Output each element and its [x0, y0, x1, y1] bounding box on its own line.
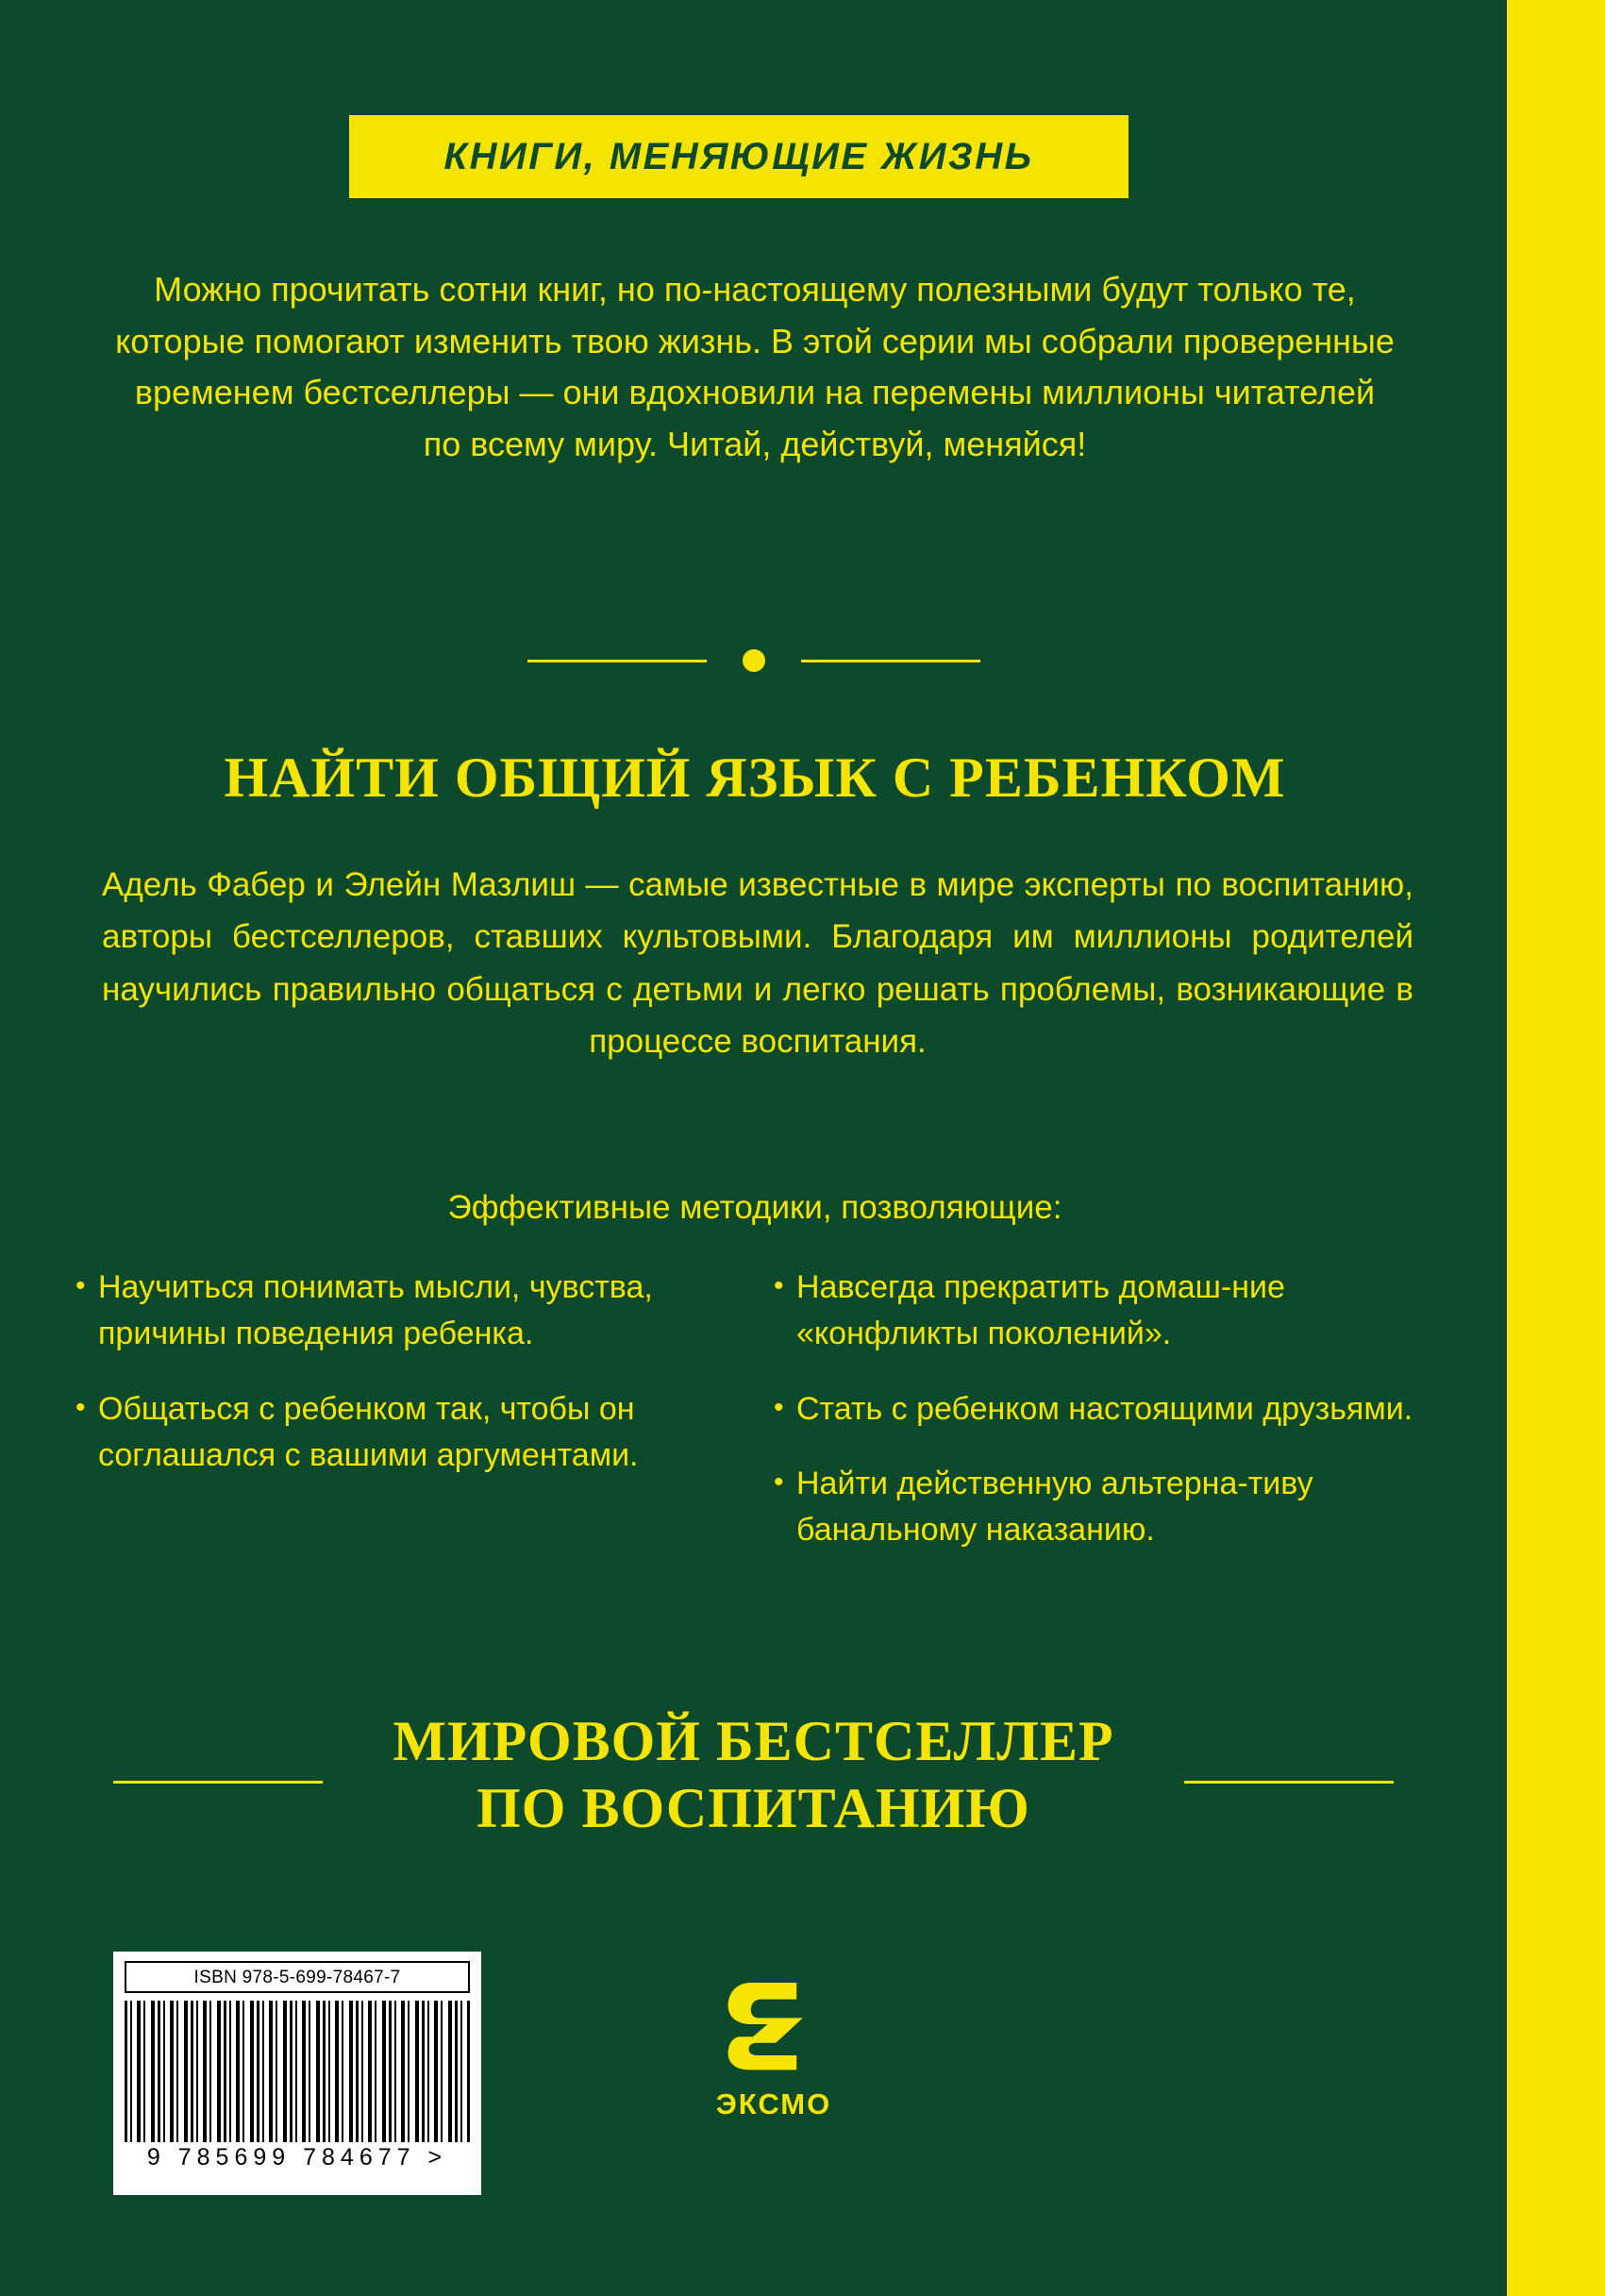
bullet-marker-icon: • — [774, 1466, 784, 1498]
list-item-text: Научиться понимать мысли, чувства, причины поведения ребенка. — [98, 1269, 653, 1352]
list-item — [774, 1265, 1444, 1358]
barcode-digits — [125, 2144, 470, 2171]
book-title: НАЙТИ ОБЩИЙ ЯЗЫК С РЕБЕНКОМ — [224, 746, 1286, 809]
isbn-text: ISBN 978-5-699-78467-7 — [193, 1968, 401, 1987]
publisher-logo — [651, 1972, 896, 2121]
list-item-text: Найти действенную альтерна-тиву банальному наказанию. — [796, 1465, 1313, 1549]
barcode — [113, 1952, 481, 2195]
eksmo-logo-icon — [722, 1972, 826, 2076]
barcode-digit-main: 785699 784677 — [177, 2144, 416, 2170]
divider-rule-right — [801, 660, 980, 662]
list-item — [774, 1461, 1444, 1554]
spine-strip — [1507, 0, 1605, 2296]
bullet-marker-icon: • — [75, 1391, 86, 1423]
bestseller-line-1: МИРОВОЙ БЕСТСЕЛЛЕР — [393, 1710, 1114, 1772]
benefits-list — [75, 1265, 1453, 1582]
divider-rule-left — [527, 660, 707, 662]
list-item — [774, 1386, 1444, 1433]
barcode-digit-prefix: 9 — [146, 2144, 166, 2170]
series-description — [113, 264, 1396, 471]
barcode-bars-icon — [125, 2001, 470, 2142]
list-item — [75, 1265, 745, 1358]
bullet-marker-icon: • — [774, 1270, 784, 1301]
bestseller-banner — [0, 1708, 1507, 1842]
series-description-text: Можно прочитать сотни книг, но по-настоящему полезными будут только те, которые помогают изменить твою жизнь. В этой серии мы собрали проверенные временем бестселлеры — они вдохновили на перемены миллионы читателей по всему миру. Читай, действуй, меняйся! — [115, 270, 1395, 464]
divider-dot-icon — [743, 649, 765, 672]
authors-blurb-text: Адель Фабер и Элейн Мазлиш — самые известные в мире эксперты по воспитанию, авторы бестселлеров, ставших культовыми. Благодаря им миллионы родителей научились правильно общаться с детьми и легко решать проблемы, возникающие в процессе воспитания. — [102, 866, 1413, 1060]
benefits-column-left — [75, 1265, 745, 1582]
barcode-digit-suffix: > — [427, 2144, 448, 2170]
ornament-divider — [0, 642, 1507, 679]
publisher-name: ЭКСМО — [715, 2087, 832, 2120]
bullet-marker-icon: • — [774, 1391, 784, 1423]
methods-lead: Эффективные методики, позволяющие: — [447, 1189, 1062, 1226]
list-item-text: Навсегда прекратить домаш-ние «конфликты поколений». — [796, 1269, 1285, 1352]
series-badge-label: КНИГИ, МЕНЯЮЩИЕ ЖИЗНЬ — [443, 135, 1034, 177]
list-item-text: Стать с ребенком настоящими друзьями. — [796, 1390, 1413, 1427]
authors-blurb — [102, 859, 1413, 1067]
list-item — [75, 1386, 745, 1480]
isbn-frame — [125, 1961, 470, 1993]
series-badge — [349, 115, 1129, 198]
benefits-column-right — [774, 1265, 1444, 1582]
bestseller-line-2: ПО ВОСПИТАНИЮ — [476, 1776, 1030, 1839]
list-item-text: Общаться с ребенком так, чтобы он соглашался с вашими аргументами. — [98, 1390, 639, 1473]
bullet-marker-icon: • — [75, 1270, 86, 1301]
